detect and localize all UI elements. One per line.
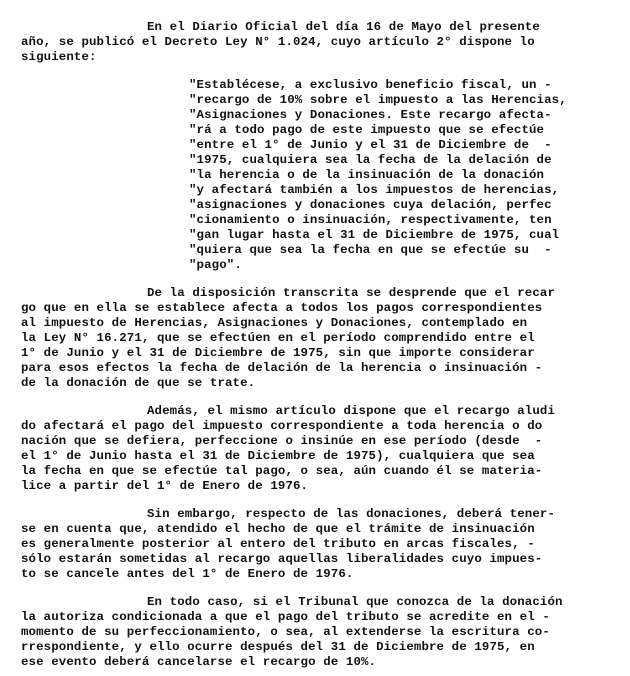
text-line: se en cuenta que, atendido el hecho de que el trámite de insinuación [21,522,535,536]
text-line: "gan lugar hasta el 31 de Diciembre de 1975, cual [189,228,560,242]
text-line: al impuesto de Herencias, Asignaciones y Donaciones, contemplado en [21,316,528,330]
text-line: go que en ella se establece afecta a todos los pagos correspondientes [21,301,543,315]
text-line: año, se publicó el Decreto Ley N° 1.024, cuyo artículo 2° dispone lo [21,35,535,49]
text-line: Sin embargo, respecto de las donaciones, deberá tener- [147,507,556,521]
text-line: "1975, cualquiera sea la fecha de la delación de [189,153,552,167]
text-line: momento de su perfeccionamiento, o sea, al extenderse la escritura co- [21,625,550,639]
text-line: "y afectará también a los impuestos de herencias, [189,183,560,197]
text-line: "asignaciones y donaciones cuya delación, perfec [189,198,552,212]
text-line: "recargo de 10% sobre el impuesto a las Herencias, [189,93,567,107]
text-line: la autoriza condicionada a que el pago del tributo se acredite en el - [21,610,550,624]
text-line: siguiente: [21,50,97,64]
text-line: "Asignaciones y Donaciones. Este recargo afecta- [189,108,552,122]
text-line: lice a partir del 1° de Enero de 1976. [21,479,309,493]
text-line: "la herencia o de la insinuación de la donación [189,168,545,182]
text-line: De la disposición transcrita se desprende que el recar [147,286,556,300]
text-line: la fecha en que se efectúe tal pago, o sea, aún cuando él se materia- [21,464,543,478]
text-line: "cionamiento o insinuación, respectivamente, ten [189,213,552,227]
text-line: En todo caso, si el Tribunal que conozca de la donación [147,595,563,609]
text-line: para esos efectos la fecha de delación de la herencia o insinuación - [21,361,543,375]
text-line: "rá a todo pago de este impuesto que se efectúe [189,123,545,137]
text-line: to se cancele antes del 1° de Enero de 1976. [21,567,354,581]
text-line: 1° de Junio y el 31 de Diciembre de 1975, sin que importe considerar [21,346,535,360]
text-line: nación que se defiera, perfeccione o insinúe en ese período (desde - [21,434,543,448]
text-line: ese evento deberá cancelarse el recargo de 10%. [21,655,377,669]
text-line: "entre el 1° de Junio y el 31 de Diciembre de - [189,138,552,152]
text-line: es generalmente posterior al entero del tributo en arcas fiscales, - [21,537,535,551]
text-line: do afectará el pago del impuesto correspondiente a toda herencia o do [21,419,543,433]
text-line: "Establécese, a exclusivo beneficio fiscal, un - [189,78,552,92]
text-line: "quiera que sea la fecha en que se efectúe su - [189,243,552,257]
text-line: de la donación de que se trate. [21,376,256,390]
text-line: En el Diario Oficial del día 16 de Mayo del presente [147,20,540,34]
text-line: el 1° de Junio hasta el 31 de Diciembre de 1975), cualquiera que sea [21,449,535,463]
text-line: rrespondiente, y ello ocurre después del 31 de Diciembre de 1975, en [21,640,535,654]
text-line: Además, el mismo artículo dispone que el recargo aludi [147,404,556,418]
text-line: "pago". [189,258,242,272]
text-line: sólo estarán sometidas al recargo aquellas liberalidades cuyo impues- [21,552,543,566]
text-line: la Ley N° 16.271, que se efectúen en el período comprendido entre el [21,331,535,345]
